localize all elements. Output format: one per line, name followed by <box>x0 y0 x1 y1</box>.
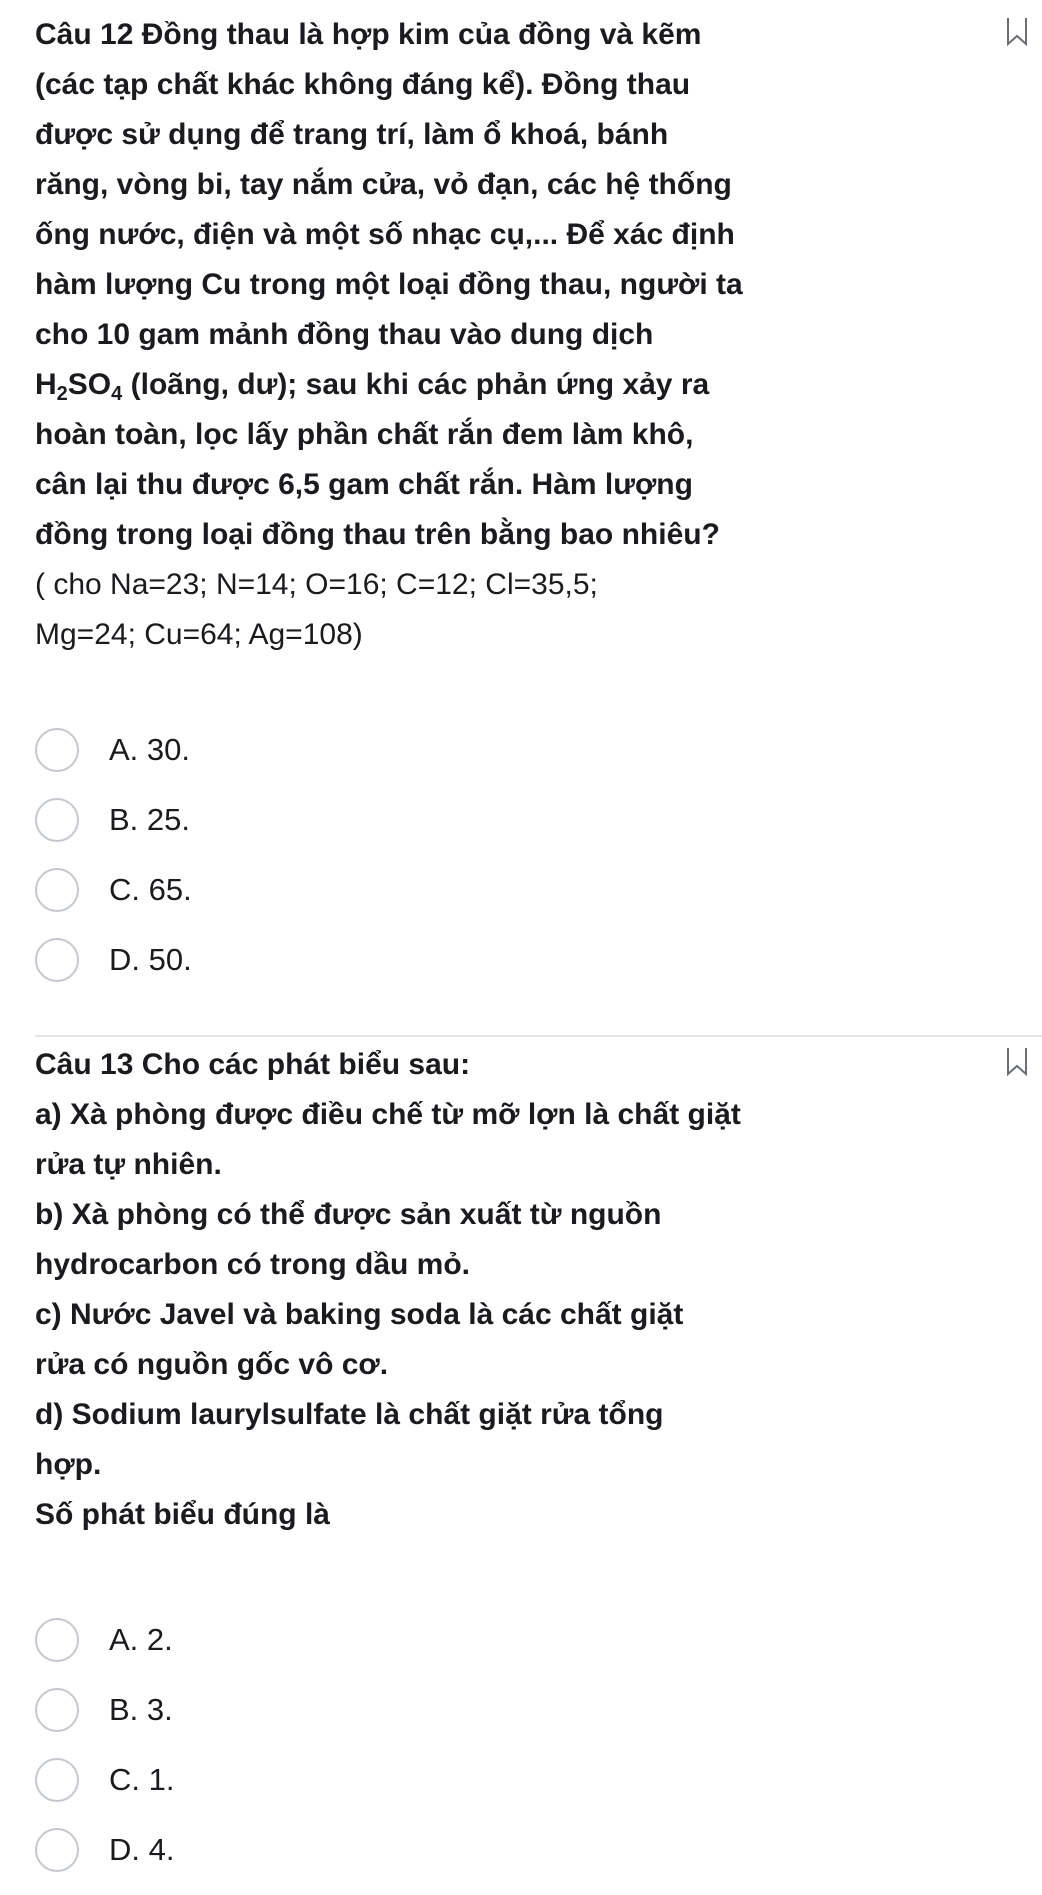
option-label: A. 2. <box>109 1622 173 1657</box>
question-12 <box>35 10 1042 977</box>
option-label: C. 65. <box>109 872 192 907</box>
q12-line: Câu 12 Đồng thau là hợp kim của đồng và kẽm <box>35 18 702 51</box>
q12-masses-line: ( cho Na=23; N=14; O=16; C=12; Cl=35,5; <box>35 568 598 601</box>
question-12-text <box>35 10 875 660</box>
q12-option-a[interactable] <box>35 725 190 775</box>
q13-option-a[interactable] <box>35 1615 173 1665</box>
q13-option-c[interactable] <box>35 1755 174 1805</box>
q12-option-b[interactable] <box>35 795 190 845</box>
question-13-text <box>35 1030 875 1540</box>
q12-masses-line: Mg=24; Cu=64; Ag=108) <box>35 618 363 651</box>
formula-h-sub: 2 <box>56 383 68 405</box>
formula-rest: (loãng, dư); sau khi các phản ứng xảy ra <box>122 368 710 401</box>
radio-button[interactable] <box>35 1758 79 1802</box>
q13-line: d) Sodium laurylsulfate là chất giặt rửa tổng <box>35 1398 664 1431</box>
formula-so-sub: 4 <box>111 383 123 405</box>
q12-line: được sử dụng để trang trí, làm ổ khoá, bánh <box>35 118 669 151</box>
q13-line: hydrocarbon có trong dầu mỏ. <box>35 1248 471 1281</box>
radio-button[interactable] <box>35 868 79 912</box>
q12-option-d[interactable] <box>35 935 192 985</box>
q12-line: (các tạp chất khác không đáng kể). Đồng thau <box>35 68 691 101</box>
question-13 <box>35 1030 1042 1867</box>
radio-button[interactable] <box>35 1618 79 1662</box>
option-label: B. 25. <box>109 802 190 837</box>
bookmark-icon[interactable] <box>1006 16 1028 46</box>
q12-formula-line <box>35 360 875 410</box>
q12-line: đồng trong loại đồng thau trên bằng bao nhiêu? <box>35 518 720 551</box>
option-label: C. 1. <box>109 1762 175 1797</box>
q13-line: hợp. <box>35 1448 102 1481</box>
radio-button[interactable] <box>35 798 79 842</box>
radio-button[interactable] <box>35 938 79 982</box>
q13-line: Câu 13 Cho các phát biểu sau: <box>35 1048 471 1081</box>
radio-button[interactable] <box>35 1688 79 1732</box>
q12-line: hàm lượng Cu trong một loại đồng thau, người ta <box>35 268 743 301</box>
q12-line: cân lại thu được 6,5 gam chất rắn. Hàm lượng <box>35 468 693 501</box>
formula-h: H <box>35 368 57 401</box>
q13-option-d[interactable] <box>35 1825 174 1875</box>
radio-button[interactable] <box>35 728 79 772</box>
radio-button[interactable] <box>35 1828 79 1872</box>
q13-line: rửa có nguồn gốc vô cơ. <box>35 1348 389 1381</box>
q13-line: rửa tự nhiên. <box>35 1148 222 1181</box>
q13-line: a) Xà phòng được điều chế từ mỡ lợn là chất giặt <box>35 1098 741 1131</box>
q13-line: c) Nước Javel và baking soda là các chất giặt <box>35 1298 684 1331</box>
option-label: A. 30. <box>109 732 190 767</box>
q13-option-b[interactable] <box>35 1685 173 1735</box>
q13-line: Số phát biểu đúng là <box>35 1498 330 1531</box>
q12-option-c[interactable] <box>35 865 192 915</box>
formula-so: SO <box>67 368 112 401</box>
option-label: D. 4. <box>109 1832 175 1867</box>
q12-line: cho 10 gam mảnh đồng thau vào dung dịch <box>35 318 654 351</box>
q13-line: b) Xà phòng có thể được sản xuất từ nguồn <box>35 1198 662 1231</box>
q12-line: răng, vòng bi, tay nắm cửa, vỏ đạn, các hệ thống <box>35 168 732 201</box>
option-label: B. 3. <box>109 1692 173 1727</box>
bookmark-icon[interactable] <box>1006 1046 1028 1076</box>
q12-line: hoàn toàn, lọc lấy phần chất rắn đem làm khô, <box>35 418 694 451</box>
q12-line: ống nước, điện và một số nhạc cụ,... Để xác định <box>35 218 735 251</box>
option-label: D. 50. <box>109 942 192 977</box>
